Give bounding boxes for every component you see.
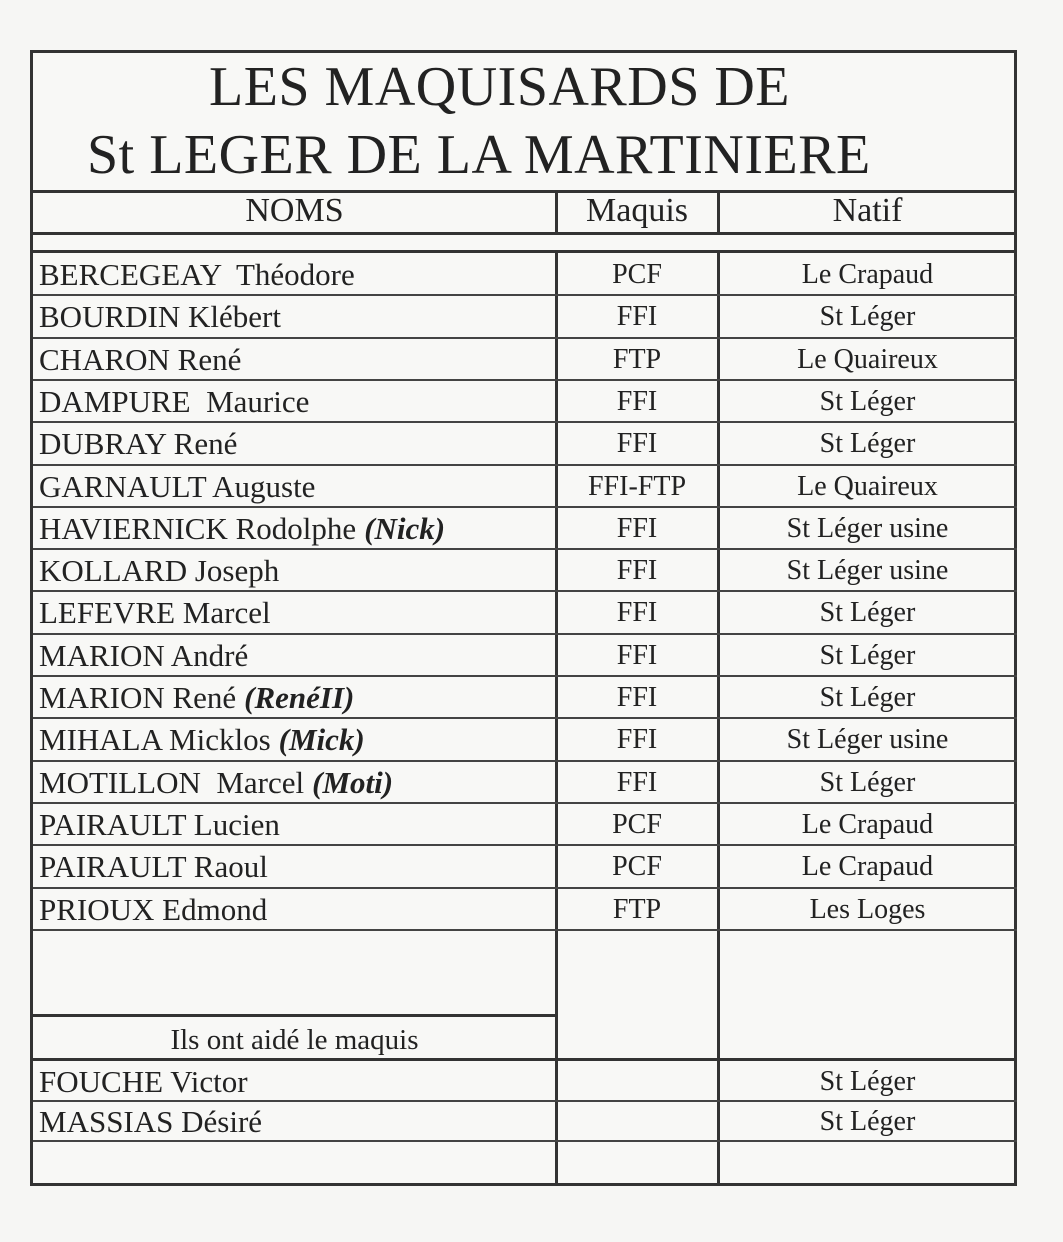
- member-native: St Léger usine: [786, 555, 949, 587]
- member-name: [39, 888, 554, 930]
- member-name-text: GARNAULT Auguste: [39, 468, 316, 504]
- member-name-text: MARION André: [39, 637, 249, 673]
- member-native: St Léger: [819, 766, 916, 798]
- member-name: [39, 845, 554, 887]
- document-title: [33, 53, 1014, 193]
- member-name: [39, 253, 554, 295]
- member-maquis: PCF: [612, 808, 662, 840]
- member-maquis: FFI: [616, 301, 658, 333]
- member-maquis: FFI: [616, 512, 658, 544]
- table-row: [33, 591, 1017, 633]
- member-name-text: PAIRAULT Lucien: [39, 806, 280, 842]
- member-maquis: PCF: [612, 851, 662, 883]
- member-name: [39, 591, 554, 633]
- member-maquis: FFI: [616, 555, 658, 587]
- member-name-text: HAVIERNICK Rodolphe: [39, 510, 357, 546]
- table-header: [33, 193, 1014, 235]
- table-row: [33, 422, 1017, 464]
- member-maquis: FFI: [616, 385, 658, 417]
- member-native: Le Crapaud: [801, 851, 934, 883]
- member-native: St Léger: [819, 385, 916, 417]
- member-native: St Léger: [819, 428, 916, 460]
- member-name-text: BERCEGEAY Théodore: [39, 257, 355, 292]
- table-row: [33, 295, 1017, 337]
- member-maquis: FFI-FTP: [587, 470, 687, 502]
- row-divider: [33, 1014, 556, 1017]
- member-name-text: BOURDIN Klébert: [39, 299, 281, 335]
- helper-name: FOUCHE Victor: [39, 1064, 248, 1099]
- table-row: [33, 1101, 1017, 1141]
- member-name-text: CHARON René: [39, 341, 242, 377]
- row-divider: [33, 1140, 1017, 1142]
- member-name: [39, 338, 554, 380]
- table-row: [33, 465, 1017, 507]
- title-line-2: St LEGER DE LA MARTINIERE: [87, 124, 871, 186]
- member-native: Le Crapaud: [801, 259, 934, 290]
- table-row: [33, 507, 1017, 549]
- table-row: [33, 549, 1017, 591]
- table-row: [33, 845, 1017, 887]
- member-native: Le Quaireux: [797, 470, 938, 502]
- helper-native: St Léger: [819, 1106, 916, 1137]
- member-name: [39, 634, 554, 676]
- member-native: St Léger: [819, 639, 916, 671]
- member-native: Le Crapaud: [801, 808, 934, 840]
- member-name: [39, 761, 554, 803]
- helper-maquis: [556, 1061, 718, 1101]
- table-row: [33, 634, 1017, 676]
- member-native: St Léger usine: [786, 512, 949, 544]
- member-maquis: PCF: [612, 259, 662, 290]
- helpers-heading: Ils ont aidé le maquis: [170, 1024, 419, 1056]
- member-native: Les Loges: [809, 893, 926, 925]
- column-divider: [555, 193, 558, 235]
- helper-maquis: [556, 1101, 718, 1141]
- helper-name: MASSIAS Désiré: [39, 1104, 263, 1139]
- member-maquis: FFI: [616, 428, 658, 460]
- header-names: NOMS: [245, 192, 344, 229]
- table-row: [33, 888, 1017, 930]
- member-maquis: FFI: [616, 766, 658, 798]
- member-name-text: MIHALA Micklos: [39, 722, 271, 758]
- table-row: [33, 803, 1017, 845]
- member-name: [39, 549, 554, 591]
- member-name-text: DAMPURE Maurice: [39, 383, 310, 419]
- member-name-text: PRIOUX Edmond: [39, 891, 268, 927]
- member-maquis: FFI: [616, 682, 658, 713]
- member-maquis: FFI: [616, 597, 658, 629]
- member-name: [39, 718, 554, 760]
- member-name-text: DUBRAY René: [39, 426, 238, 462]
- table-row: [33, 676, 1017, 718]
- member-maquis: FTP: [612, 343, 662, 375]
- table-row: [33, 380, 1017, 422]
- member-name: [39, 295, 554, 337]
- member-nickname: (Mick): [278, 722, 365, 758]
- member-native: Le Quaireux: [797, 343, 938, 375]
- roster-table: [30, 50, 1017, 1186]
- member-nickname: (Nick): [364, 510, 446, 546]
- member-name: [39, 465, 554, 507]
- member-name: [39, 507, 554, 549]
- member-nickname: (RenéII): [244, 680, 355, 715]
- member-name: [39, 380, 554, 422]
- table-row: [33, 718, 1017, 760]
- title-line-1: LES MAQUISARDS DE: [209, 56, 790, 118]
- member-name-text: MARION René: [39, 680, 237, 715]
- member-native: St Léger: [819, 682, 916, 713]
- table-row: [33, 253, 1017, 295]
- member-name: [39, 803, 554, 845]
- header-maquis: Maquis: [586, 192, 688, 229]
- member-name-text: MOTILLON Marcel: [39, 764, 305, 800]
- member-name-text: PAIRAULT Raoul: [39, 849, 268, 885]
- member-native: St Léger: [819, 301, 916, 333]
- table-row: [33, 761, 1017, 803]
- member-maquis: FTP: [612, 893, 662, 925]
- table-row: [33, 1061, 1017, 1101]
- member-name-text: LEFEVRE Marcel: [39, 595, 271, 631]
- member-name: [39, 676, 554, 718]
- header-spacer: [33, 235, 1014, 253]
- row-divider: [33, 929, 1017, 931]
- member-native: St Léger usine: [786, 724, 949, 756]
- member-name: [39, 422, 554, 464]
- member-nickname: (Moti): [312, 764, 394, 800]
- member-maquis: FFI: [616, 639, 658, 671]
- helper-native: St Léger: [819, 1066, 916, 1097]
- header-native: Natif: [832, 192, 903, 229]
- column-divider: [717, 193, 720, 235]
- member-native: St Léger: [819, 597, 916, 629]
- table-row: [33, 338, 1017, 380]
- member-name-text: KOLLARD Joseph: [39, 553, 280, 589]
- member-maquis: FFI: [616, 724, 658, 756]
